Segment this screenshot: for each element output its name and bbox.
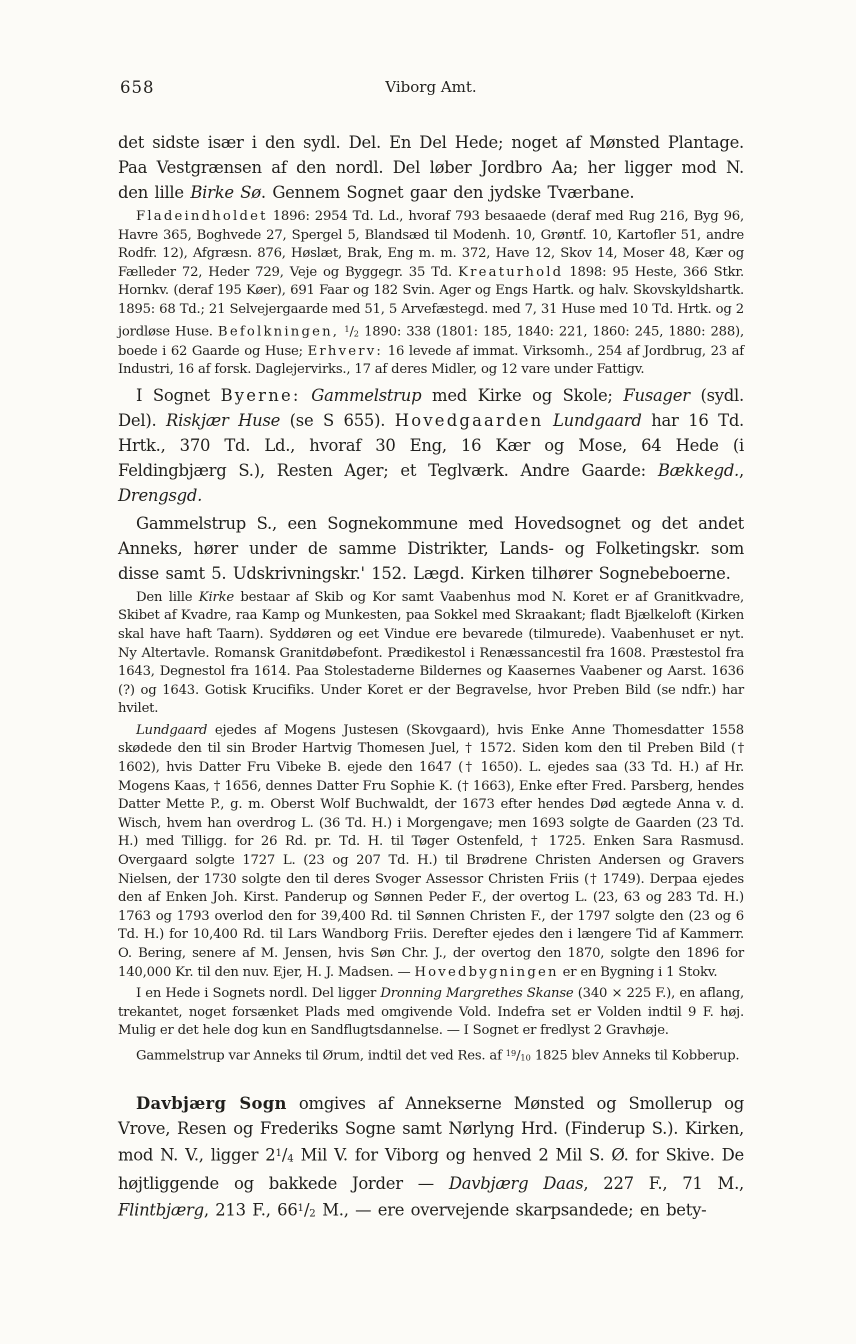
text-run: Kirke (198, 589, 234, 605)
text-run: Byerne: (220, 385, 301, 405)
text-run: 1 (275, 1147, 282, 1159)
text-run: 19 (505, 1047, 517, 1058)
running-title: Viborg Amt. (385, 78, 477, 96)
text-run: M., — ere overvejende skarpsandede; en bety- (315, 1200, 707, 1220)
text-run: (se S 655). (280, 410, 395, 430)
text-run: Hovedgaarden (394, 410, 544, 430)
text-run: 10 (520, 1052, 531, 1063)
text-run: (sydl. Del). (118, 385, 744, 430)
text-run: , (739, 460, 744, 480)
text-run: omgives af Annekserne Mønsted og Smollerup og Vrove, Resen og Frederiks Sogne samt Nørlyng Hrd. (Finderup S.). Kirken, mod N. V., ligger 2 (118, 1093, 744, 1165)
text-run: , 227 F., 71 M., (583, 1174, 744, 1194)
annex-paragraph (118, 1044, 744, 1067)
text-run: . Gennem Sognet gaar den jydske Tværbane. (260, 183, 635, 202)
text-run: Gammelstrup (311, 385, 422, 405)
text-run: 2 (353, 327, 359, 338)
text-run: Birke Sø (190, 183, 261, 202)
text-run: med Kirke og Skole; (421, 385, 624, 405)
text-run: Bækkegd. (657, 460, 740, 480)
text-run: / (349, 323, 354, 339)
text-run (543, 411, 553, 430)
page-header (118, 78, 744, 100)
text-run: Den lille (136, 589, 199, 605)
text-run: / (281, 1145, 288, 1165)
municipality-paragraph (118, 511, 744, 586)
text-run: Gammelstrup S., een Sognekommune med Hovedsognet og det andet Anneks, hører under de samme Distrikter, Lands- og Folketingskr. som disse samt 5. Udskrivningskr.' 152. Lægd. Kirken tilhører Sognebeboerne. (118, 513, 744, 583)
text-run: ejedes af Mogens Justesen (Skovgaard), hvis Enke Anne Thomesdatter 1558 skødede den til sin Broder Hartvig Thomesen Juel, † 1572. Siden kom den til Preben Bild († 1602), hvis Datter Fru Vibeke B. ejede den 1647 († 1650). L. ejedes saa (33 Td. H.) af Hr. Mogens Kaas, † 1656, dennes Datter Fru Sophie K. († 1663), Enke efter Fred. Parsberg, hendes Datter Mette P., g. m. Oberst Wolf Buchwaldt, der 1673 efter hendes Død ægtede Anna v. d. Wisch, hvem han overdrog L. (36 Td. H.) i Morgengave; men 1693 solgte de Gaarden (23 Td. H.) med Tilligg. for 26 Rd. pr. Td. H. til Tøger Ostenfeld, † 1725. Enken Sara Rasmusd. Overgaard solgte 1727 L. (23 og 207 Td. H.) til Brødrene Christen Andersen og Gravers Nielsen, der 1730 solgte den til deres Svoger Assessor Christen Friis († 1749). Derpaa ejedes den af Enken Joh. Kirst. Panderup og Sønnen Peder F., der overtog L. (23, 63 og 283 Td. H.) 1763 og 1793 overlod den for 39,400 Rd. til Sønnen Christen F., der 1797 solgte den (23 og 6 Td. H.) for 10,400 Rd. til Lars Wandborg Friis. Derefter ejedes den i længere Tid af Kammerr. O. Bering, senere af M. Jensen, hvis Søn Chr. J., der overtog den 1870, solgte den 1896 for 140,000 Kr. til den nuv. Ejer, H. J. Madsen. — (118, 722, 744, 980)
text-run: har 16 Td. Hrtk., 370 Td. Ld., hvoraf 30 Eng, 16 Kær og Mose, 64 Hede (i Feldingbjærg S.), Resten Ager; et Teglværk. Andre Gaarde: (118, 410, 745, 480)
text-run: Davbjærg Sogn (136, 1093, 287, 1113)
text-run: det sidste især i den sydl. Del. En Del Hede; noget af Mønsted Plantage. Paa Vestgrænsen af den nordl. Del løber Jordbro Aa; her ligger mod N. den lille (118, 133, 744, 202)
text-run: 16 levede af immat. Virksomh., 254 af Jordbrug, 23 af Industri, 16 af forsk. Daglejervirks., 17 af deres Midler, og 12 vare under Fattigv. (118, 343, 744, 378)
text-run: I en Hede i Sognets nordl. Del ligger (136, 986, 381, 1002)
text-run: 2 (309, 1208, 316, 1220)
text-run: er en Bygning i 1 Stokv. (558, 964, 718, 980)
text-run: Fladeindholdet (136, 209, 268, 224)
text-run: 1 (297, 1203, 305, 1215)
page-number: 658 (120, 78, 155, 97)
text-run: / (304, 1200, 310, 1220)
text-run: 1890: 338 (1801: 185, 1840: 221, 1860: 245, 1880: 288), boede i 62 Gaarde og Huse; (118, 323, 744, 359)
text-run: Riskjær Huse (166, 410, 281, 430)
text-run: Mil V. for Viborg og henved 2 Mil S. Ø. for Skive. De højtliggende og bakkede Jorder — (118, 1145, 744, 1194)
text-run: Lundgaard (136, 722, 208, 738)
text-run: (340 × 225 F.), en aflang, trekantet, noget forsænket Plads med omgivende Vold. Indefra set er Volden indtil 9 F. høj. Mulig er det hele dog kun en Sandflugtsdannelse. — I Sognet er fredlyst 2 Gravhøje. (118, 986, 744, 1039)
text-run: bestaar af Skib og Kor samt Vaabenhus mod N. Koret er af Granitkvadre, Skibet af Kvadre, raa Kamp og Munkesten, paa Sokkel med Skraakant; fladt Bjælkeloft (Kirken skal have haft Taarn). Syddøren og eet Vindue ere bevarede (tilmurede). Vaabenhuset er nyt. Ny Altertavle. Romansk Granitdøbefont. Prædikestol i Renæssancestil fra 1608. Præstestol fra 1643, Degnestol fra 1614. Paa Stolestaderne Bildernes og Kaasernes Vaabener og Aarst. 1636 (?) og 1643. Gotisk Krucifiks. Under Koret er der Begravelse, hvor Preben Bild (se ndfr.) har hvilet. (118, 589, 744, 717)
text-run: Drengsgd. (118, 485, 203, 505)
text-run: Kreaturhold (458, 264, 564, 280)
text-run: , 213 F., 66 (203, 1200, 298, 1220)
villages-paragraph (118, 383, 744, 508)
lundgaard-history-paragraph (118, 722, 744, 982)
page-body (118, 130, 744, 1227)
text-run: Erhverv: (307, 343, 384, 359)
statistics-paragraph (118, 208, 744, 380)
text-run: I Sognet (136, 385, 221, 405)
continuation-paragraph (118, 130, 744, 205)
text-run: Dronning Margrethes Skanse (380, 986, 574, 1002)
text-run: / (516, 1048, 521, 1064)
davbjaerg-sogn-paragraph (118, 1091, 744, 1227)
text-run: 1825 blev Anneks til Kobberup. (530, 1048, 740, 1064)
text-run: Gammelstrup var Anneks til Ørum, indtil det ved Res. af (136, 1048, 506, 1064)
skanse-paragraph (118, 985, 744, 1041)
text-run: 1 (344, 323, 350, 334)
text-run: Befolkningen, (217, 323, 340, 339)
text-run: Davbjærg Daas (448, 1174, 584, 1194)
text-run: Hovedbygningen (414, 964, 559, 980)
text-run: 1896: 2954 Td. Ld., hvoraf 793 besaaede (deraf med Rug 216, Byg 96, Havre 365, Boghvede 27, Spergel 5, Blandsæd til Modenh. 10, Grøntf. 10, Kartofler 51, andre Rodfr. 12), Afgræsn. 876, Høslæt, Brak, Eng m. m. 372, Have 12, Skov 14, Moser 48, Kær og Fælleder 72, Heder 729, Veje og Byggegr. 35 Td. (118, 209, 744, 280)
text-run (301, 386, 312, 405)
text-run: Flintbjærg (118, 1200, 204, 1220)
text-run: 4 (287, 1153, 294, 1165)
text-run: Fusager (623, 385, 690, 405)
text-run: Lundgaard (553, 410, 642, 430)
page-content (118, 78, 744, 1227)
church-paragraph (118, 589, 744, 719)
text-run: 1898: 95 Heste, 366 Stkr. Hornkv. (deraf 195 Køer), 691 Faar og 182 Svin. Ager og Engs Hartk. og halv. Skovskyldshartk. 1895: 68 Td.; 21 Selvejergaarde med 51, 5 Arvefæstegd. med 7, 31 Huse med 10 Td. Hrtk. og 2 jordløse Huse. (118, 264, 744, 339)
